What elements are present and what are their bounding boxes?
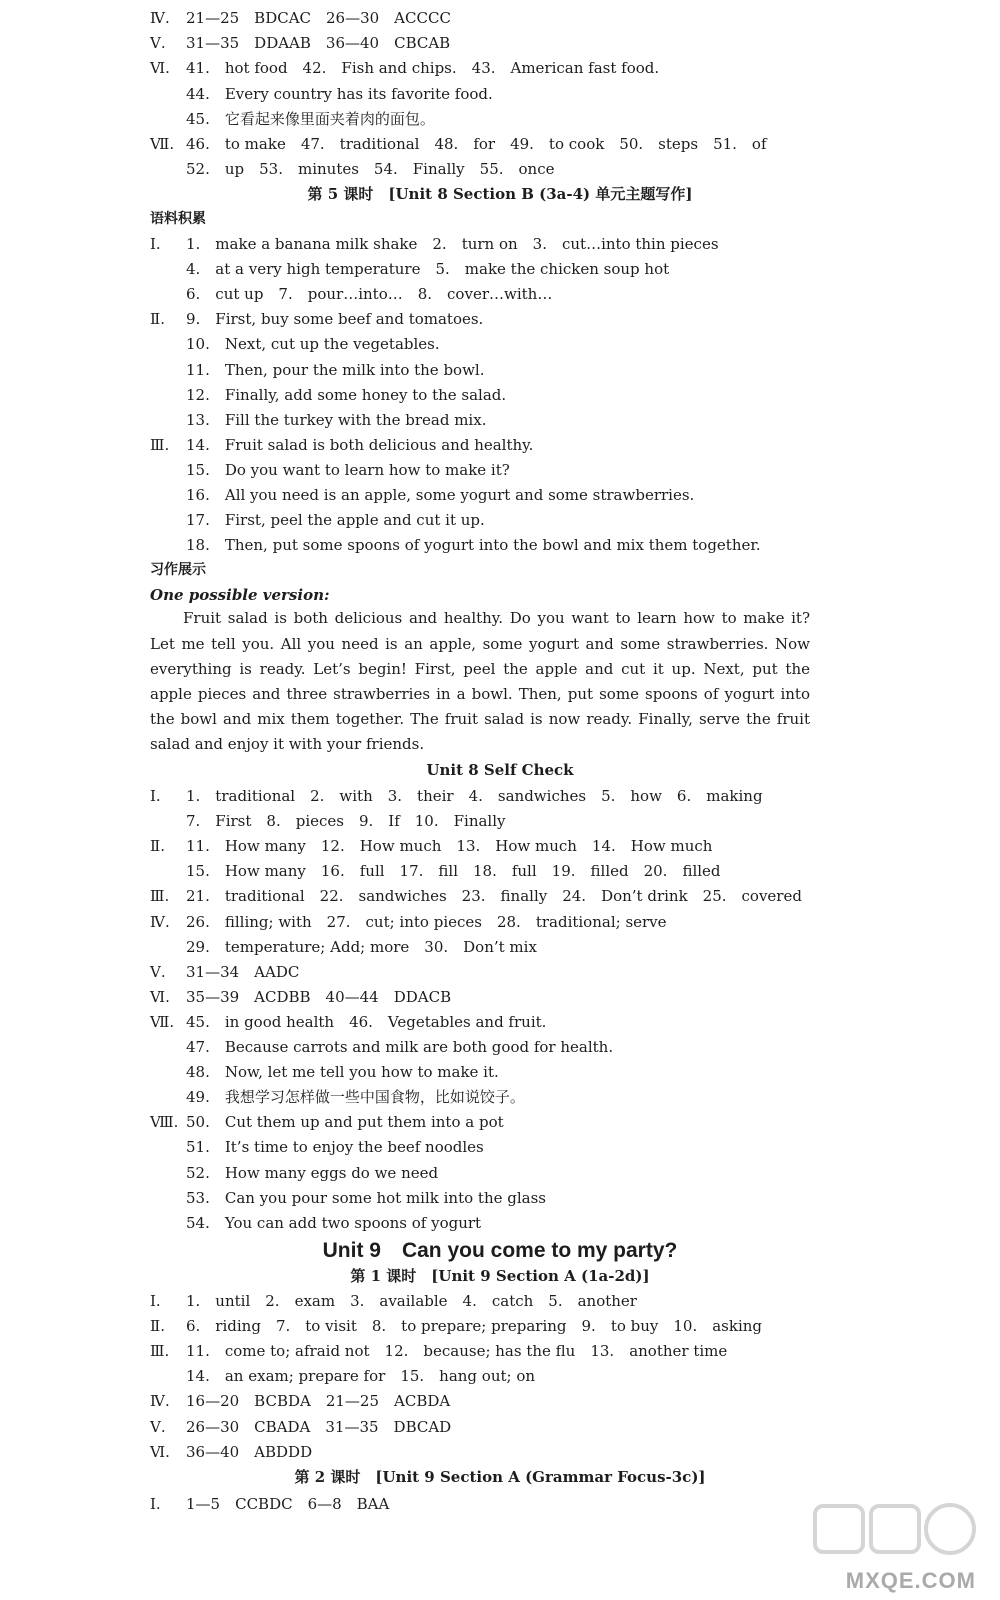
answer-text: 21. traditional 22. sandwiches 23. finally 24. Don’t drink 25. covered — [186, 887, 802, 906]
section-numeral: Ⅳ. — [150, 1392, 170, 1411]
answer-line — [0, 232, 1000, 257]
section-numeral: Ⅴ. — [150, 1417, 166, 1436]
answer-line — [0, 6, 1000, 31]
section-numeral: Ⅲ. — [150, 1342, 170, 1361]
section-numeral: Ⅳ. — [150, 912, 170, 931]
answer-line — [0, 483, 1000, 508]
answer-text: 15. Do you want to learn how to make it? — [186, 460, 510, 479]
answer-text: 16—20 BCBDA 21—25 ACBDA — [186, 1392, 451, 1411]
section-numeral: Ⅵ. — [150, 1442, 170, 1461]
lesson-2-title: 第 2 课时 [Unit 9 Section A (Grammar Focus-3c)] — [294, 1467, 706, 1486]
answer-text: 18. Then, put some spoons of yogurt into the bowl and mix them together. — [186, 536, 761, 555]
answer-line — [0, 132, 1000, 157]
answer-line — [0, 1186, 1000, 1211]
corpus-label: 语料积累 — [150, 211, 206, 227]
answer-line — [0, 809, 1000, 834]
answer-text: 13. Fill the turkey with the bread mix. — [186, 410, 487, 429]
lesson-1-title: 第 1 课时 [Unit 9 Section A (1a-2d)] — [350, 1267, 650, 1285]
answer-line — [0, 784, 1000, 809]
answer-line — [0, 282, 1000, 307]
answer-line — [0, 408, 1000, 433]
answer-text: 16. All you need is an apple, some yogurt and some strawberries. — [186, 486, 695, 504]
answer-text: 11. Then, pour the milk into the bowl. — [186, 360, 485, 379]
answer-text: 50. Cut them up and put them into a pot — [186, 1113, 504, 1132]
unit-9-title: Unit 9 Can you come to my party? — [322, 1239, 678, 1262]
answer-line — [0, 257, 1000, 282]
answer-line — [0, 884, 1000, 909]
section-numeral: Ⅱ. — [150, 310, 165, 329]
answer-line — [0, 1135, 1000, 1160]
answer-line — [0, 910, 1000, 935]
answer-text: 21—25 BDCAC 26—30 ACCCC — [186, 9, 451, 27]
answer-text: 45. 它看起来像里面夹着肉的面包。 — [186, 110, 435, 128]
section-numeral: Ⅴ. — [150, 34, 166, 52]
answer-line — [0, 1161, 1000, 1186]
answer-line — [0, 935, 1000, 960]
self-check-title: Unit 8 Self Check — [426, 761, 574, 779]
section-numeral: Ⅶ. — [150, 135, 175, 153]
answer-text: 45. in good health 46. Vegetables and fruit. — [186, 1012, 547, 1031]
answer-line — [0, 1389, 1000, 1414]
version-label-row — [0, 583, 1000, 608]
answer-text: 44. Every country has its favorite food. — [186, 85, 493, 103]
answer-text: 26—30 CBADA 31—35 DBCAD — [186, 1417, 452, 1436]
corpus-label-row — [0, 207, 1000, 232]
watermark-logo — [813, 1500, 978, 1578]
answer-text: 11. come to; afraid not 12. because; has the flu 13. another time — [186, 1342, 728, 1361]
answer-line — [0, 107, 1000, 132]
answer-text: 46. to make 47. traditional 48. for 49. to cook 50. steps 51. of — [186, 135, 767, 153]
watermark-url: MXQE.COM — [845, 1568, 976, 1593]
answer-text: 1. until 2. exam 3. available 4. catch 5. another — [186, 1292, 637, 1310]
answer-line — [0, 1440, 1000, 1465]
answer-line — [0, 1289, 1000, 1314]
answer-line — [0, 1110, 1000, 1135]
section-numeral: Ⅰ. — [150, 787, 161, 805]
answer-line — [0, 332, 1000, 357]
essay-text: Fruit salad is both delicious and healthy. Do you want to learn how to make it? Let me tell you. All you need is an apple, some yogurt and some strawberries. Now everything is ready. Let’s begin! First, peel the apple and cut it up. Next, put the apple pieces and three strawberries in a bowl. Then, put some spoons of yogurt into the bowl and mix them together. The fruit salad is now ready. Finally, serve the fruit salad and enjoy it with your friends. — [150, 609, 810, 754]
answer-text: 29. temperature; Add; more 30. Don’t mix — [186, 937, 537, 956]
answer-text: 17. First, peel the apple and cut it up. — [186, 511, 485, 530]
answer-line — [0, 1339, 1000, 1364]
answer-line — [0, 31, 1000, 56]
answer-text: 48. Now, let me tell you how to make it. — [186, 1063, 499, 1082]
answer-line — [0, 358, 1000, 383]
answer-line — [0, 859, 1000, 884]
answer-text: 47. Because carrots and milk are both good for health. — [186, 1038, 614, 1056]
section-numeral: Ⅲ. — [150, 887, 170, 906]
answer-text: 31—34 AADC — [186, 962, 300, 981]
section-numeral: Ⅷ. — [150, 1113, 179, 1132]
answer-line — [0, 82, 1000, 107]
version-label: One possible version: — [150, 586, 330, 605]
answer-line — [0, 985, 1000, 1010]
answer-line — [0, 458, 1000, 483]
answer-text: 26. filling; with 27. cut; into pieces 28. traditional; serve — [186, 912, 667, 931]
answer-text: 36—40 ABDDD — [186, 1442, 313, 1461]
answer-line — [0, 1314, 1000, 1339]
writing-label: 习作展示 — [150, 562, 206, 579]
answer-line — [0, 1010, 1000, 1035]
section-numeral: Ⅵ. — [150, 59, 170, 77]
answer-line — [0, 383, 1000, 408]
answer-line — [0, 1211, 1000, 1236]
answer-text: 6. cut up 7. pour…into… 8. cover…with… — [186, 285, 553, 304]
section-numeral: Ⅱ. — [150, 837, 165, 856]
section-numeral: Ⅵ. — [150, 987, 170, 1006]
answer-text: 54. You can add two spoons of yogurt — [186, 1213, 482, 1232]
answer-text: 11. How many 12. How much 13. How much 14. How much — [186, 837, 713, 856]
answer-text: 9. First, buy some beef and tomatoes. — [186, 310, 484, 329]
answer-line — [0, 1415, 1000, 1440]
section-numeral: Ⅲ. — [150, 435, 170, 454]
answer-text: 14. an exam; prepare for 15. hang out; on — [186, 1367, 536, 1386]
answer-text: 1. make a banana milk shake 2. turn on 3. cut…into thin pieces — [186, 235, 719, 253]
answer-text: 53. Can you pour some hot milk into the glass — [186, 1188, 546, 1207]
answer-line — [0, 508, 1000, 533]
answer-line — [0, 1364, 1000, 1389]
section-numeral: Ⅶ. — [150, 1012, 175, 1031]
answer-line — [0, 433, 1000, 458]
answer-line — [0, 157, 1000, 182]
answer-line — [0, 533, 1000, 558]
answer-text: 41. hot food 42. Fish and chips. 43. American fast food. — [186, 59, 660, 77]
sample-essay — [150, 606, 810, 757]
answer-line — [0, 56, 1000, 81]
answer-text: 6. riding 7. to visit 8. to prepare; preparing 9. to buy 10. asking — [186, 1317, 763, 1336]
answer-text: 51. It’s time to enjoy the beef noodles — [186, 1138, 484, 1157]
answer-line — [0, 307, 1000, 332]
answer-line — [0, 1035, 1000, 1060]
answer-text: 35—39 ACDBB 40—44 DDACB — [186, 987, 452, 1006]
answer-text: 52. How many eggs do we need — [186, 1163, 439, 1182]
answer-text: 7. First 8. pieces 9. If 10. Finally — [186, 812, 506, 831]
answer-text: 1—5 CCBDC 6—8 BAA — [186, 1494, 390, 1513]
answer-text: 49. 我想学习怎样做一些中国食物，比如说饺子。 — [186, 1088, 525, 1107]
section-numeral: Ⅰ. — [150, 1494, 161, 1513]
answer-line — [0, 1060, 1000, 1085]
answer-text: 10. Next, cut up the vegetables. — [186, 335, 440, 354]
answer-line — [0, 1085, 1000, 1110]
answer-line — [0, 960, 1000, 985]
answer-text: 15. How many 16. full 17. fill 18. full 19. filled 20. filled — [186, 862, 721, 881]
answer-text: 14. Fruit salad is both delicious and healthy. — [186, 435, 534, 454]
answer-circle-logo-icon — [813, 1500, 978, 1560]
lesson-5-title: 第 5 课时 [Unit 8 Section B (3a-4) 单元主题写作] — [307, 185, 693, 203]
answer-text: 4. at a very high temperature 5. make the chicken soup hot — [186, 260, 670, 279]
section-numeral: Ⅱ. — [150, 1317, 165, 1336]
section-numeral: Ⅳ. — [150, 9, 170, 27]
answer-text: 1. traditional 2. with 3. their 4. sandwiches 5. how 6. making — [186, 787, 763, 805]
answer-line — [0, 834, 1000, 859]
section-numeral: Ⅰ. — [150, 235, 161, 253]
writing-label-row — [0, 558, 1000, 583]
answer-text: 52. up 53. minutes 54. Finally 55. once — [186, 160, 555, 178]
section-numeral: Ⅴ. — [150, 962, 166, 981]
section-numeral: Ⅰ. — [150, 1292, 161, 1310]
answer-text: 12. Finally, add some honey to the salad. — [186, 385, 507, 404]
answer-text: 31—35 DDAAB 36—40 CBCAB — [186, 34, 451, 52]
